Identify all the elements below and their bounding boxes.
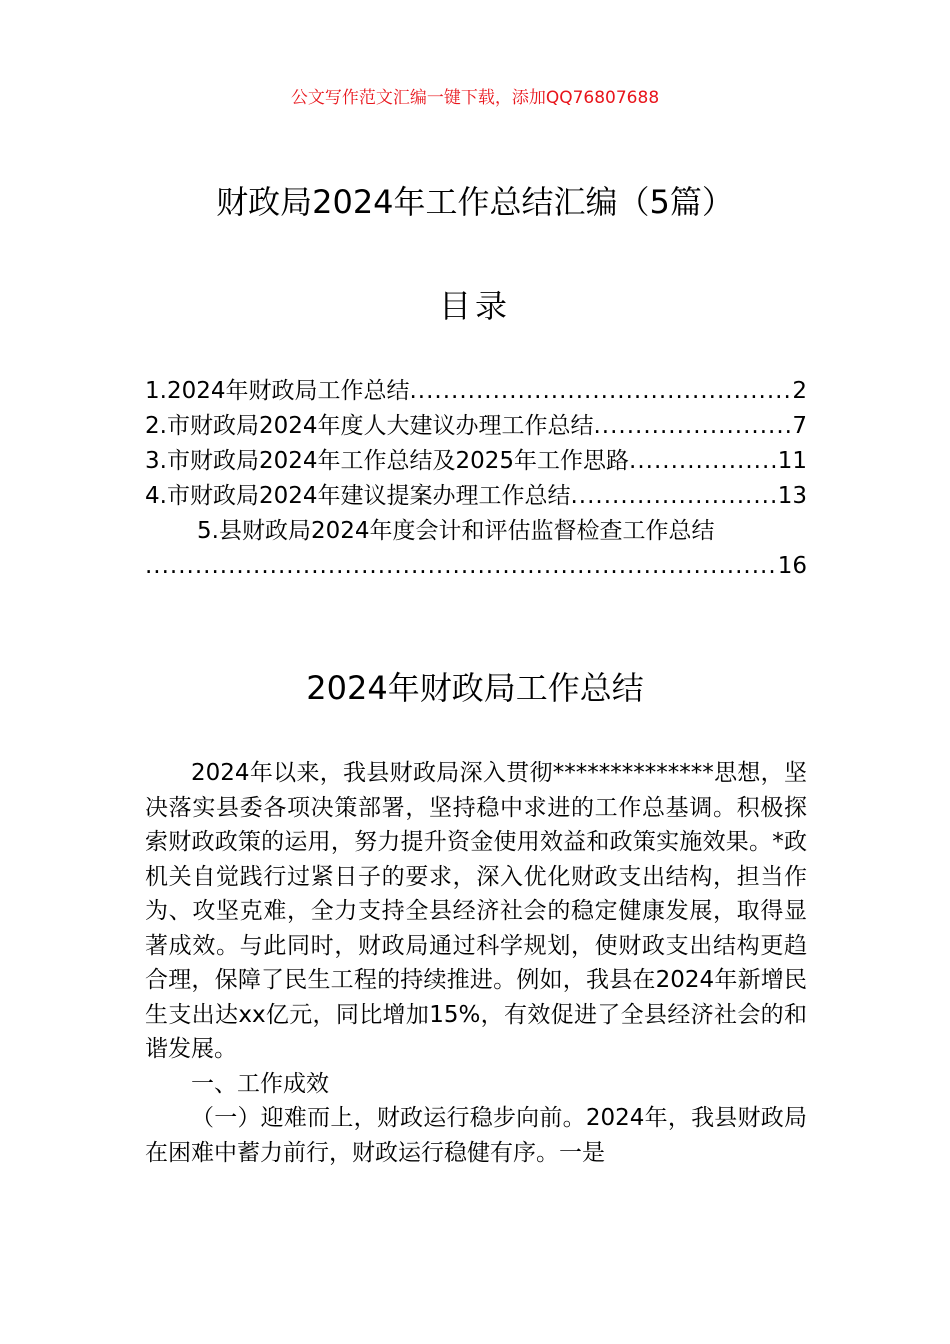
body-paragraph: 2024年以来，我县财政局深入贯彻**************思想，坚决落实县委各项决策部署，坚持稳中求进的工作总基调。积极探索财政政策的运用，努力提升资金使用效益和政策实施效果。*政机关自觉践行过紧日子的要求，深入优化财政支出结构，担当作为、攻坚克难，全力支持全县经济社会的稳定健康发展，取得显著成效。与此同时，财政局通过科学规划，使财政支出结构更趋合理，保障了民生工程的持续推进。例如，我县在2024年新增民生支出达xx亿元，同比增加15%，有效促进了全县经济社会的和谐发展。: [145, 760, 807, 1062]
toc-item[interactable]: [145, 444, 807, 479]
toc-leader: [409, 374, 792, 409]
toc-item[interactable]: [145, 514, 807, 549]
toc-heading: 目录: [438, 287, 511, 325]
table-of-contents: [145, 374, 807, 584]
toc-leader: [629, 444, 778, 479]
toc-item[interactable]: [145, 374, 807, 409]
toc-item-page: 11: [777, 448, 807, 474]
body-paragraph: （一）迎难而上，财政运行稳步向前。2024年，我县财政局在困难中蓄力前行，财政运行稳健有序。一是: [145, 1105, 807, 1166]
ad-banner: 公文写作范文汇编一键下载，添加QQ76807688: [290, 88, 660, 108]
toc-item-label: 2.市财政局2024年度人大建议办理工作总结: [145, 413, 594, 439]
toc-item-page: 2: [792, 378, 807, 404]
section-title: 2024年财政局工作总结: [306, 669, 644, 707]
toc-leader: [570, 479, 777, 514]
toc-item-label: 4.市财政局2024年建议提案办理工作总结: [145, 483, 571, 509]
toc-item[interactable]: [145, 409, 807, 444]
body-paragraph: 一、工作成效: [191, 1070, 329, 1097]
toc-item-label: 3.市财政局2024年工作总结及2025年工作思路: [145, 448, 630, 474]
toc-item-label: 5.县财政局2024年度会计和评估监督检查工作总结: [197, 518, 715, 544]
toc-item-page: 7: [792, 413, 807, 439]
toc-item-continuation[interactable]: [145, 549, 807, 584]
toc-item-label: 1.2024年财政局工作总结: [145, 378, 410, 404]
toc-leader: [593, 409, 792, 444]
body-text: [145, 756, 807, 1170]
toc-item-page: 16: [777, 553, 807, 579]
toc-item-page: 13: [777, 483, 807, 509]
toc-leader: [145, 549, 778, 584]
document-title: 财政局2024年工作总结汇编（5篇）: [216, 183, 734, 221]
toc-item[interactable]: [145, 479, 807, 514]
